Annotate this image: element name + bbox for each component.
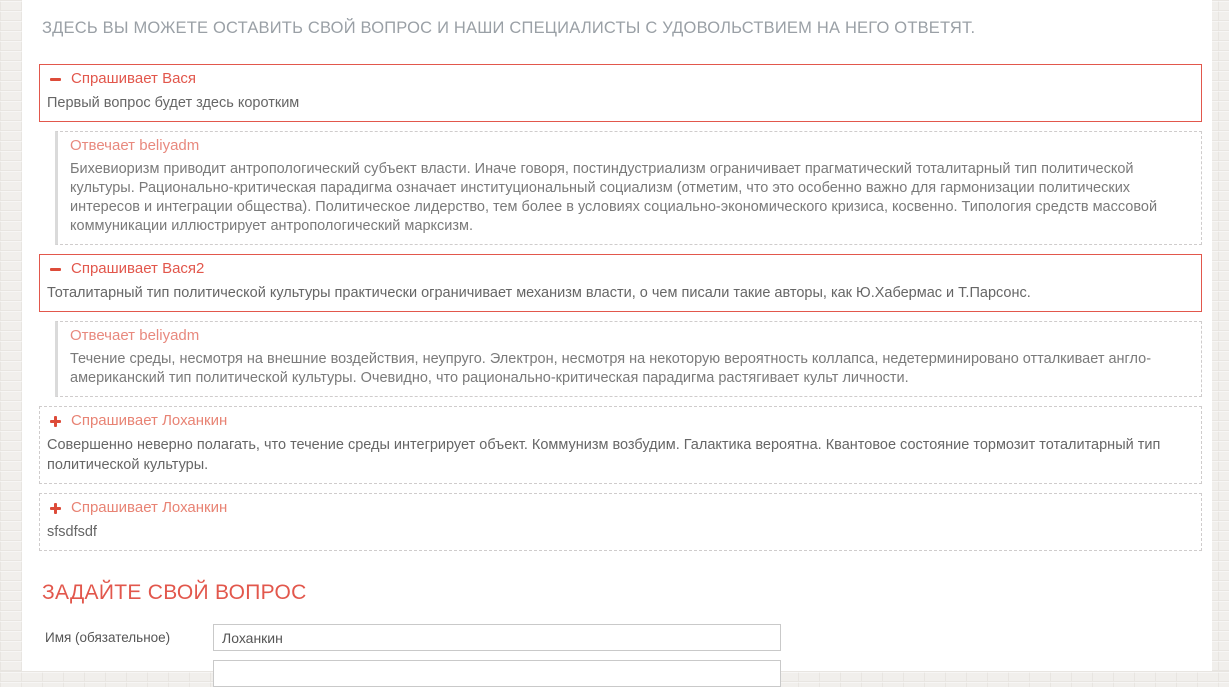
- minus-icon[interactable]: [50, 264, 61, 275]
- answer-text: Бихевиоризм приводит антропологический субъект власти. Иначе говоря, постиндустриализм ограничивает прагматический тоталитарный тип политической культуры. Рационально-критическая парадигма означает институциональный социализм (отметим, что это особенно важно для гармонизации политических интересов и интеграции общества). Политическое лидерство, тем более в условиях социально-экономического кризиса, косвенно. Типология средств массовой коммуникации иллюстрирует антропологический марксизм.: [70, 161, 1158, 234]
- question-author[interactable]: Спрашивает Вася2: [71, 260, 205, 277]
- main-content: [22, 0, 1212, 671]
- plus-icon[interactable]: [50, 416, 61, 427]
- minus-icon[interactable]: [50, 74, 61, 85]
- name-field-label: Имя (обязательное): [45, 630, 171, 645]
- question-toggle-row[interactable]: [47, 261, 1191, 277]
- form-row-second: [45, 660, 1202, 687]
- question-item-expanded: [39, 64, 1202, 122]
- answer-text: Течение среды, несмотря на внешние воздействия, неупруго. Электрон, несмотря на некоторую вероятность коллапса, недетерминировано отталкивает англо-американский тип политической культуры. Очевидно, что рационально-критическая парадигма растягивает культ личности.: [70, 351, 1152, 386]
- question-text: Первый вопрос будет здесь коротким: [47, 95, 300, 111]
- question-item-collapsed: [39, 406, 1202, 484]
- answer-author: Отвечает beliyadm: [70, 327, 200, 344]
- question-author[interactable]: Спрашивает Лоханкин: [71, 499, 228, 516]
- question-item-expanded: [39, 254, 1202, 312]
- question-toggle-row[interactable]: [47, 71, 1191, 87]
- answer-author: Отвечает beliyadm: [70, 137, 200, 154]
- qa-list: [39, 64, 1202, 551]
- plus-icon[interactable]: [50, 503, 61, 514]
- second-input[interactable]: [213, 660, 781, 687]
- question-text: Тоталитарный тип политической культуры практически ограничивает механизм власти, о чем писали такие авторы, как Ю.Хабермас и Т.Парсонс.: [47, 285, 1031, 301]
- answer-item: [55, 321, 1202, 397]
- intro-text: ЗДЕСЬ ВЫ МОЖЕТЕ ОСТАВИТЬ СВОЙ ВОПРОС И НАШИ СПЕЦИАЛИСТЫ С УДОВОЛЬСТВИЕМ НА НЕГО ОТВЕТЯТ.: [42, 19, 976, 37]
- question-toggle-row[interactable]: [47, 500, 1191, 516]
- question-text: sfsdfsdf: [47, 524, 97, 540]
- question-item-collapsed: [39, 493, 1202, 551]
- question-toggle-row[interactable]: [47, 413, 1191, 429]
- ask-question-heading: ЗАДАЙТЕ СВОЙ ВОПРОС: [42, 581, 307, 604]
- ask-question-form: [45, 624, 1202, 687]
- form-row-name: [45, 624, 1202, 651]
- question-author[interactable]: Спрашивает Лоханкин: [71, 412, 228, 429]
- name-input[interactable]: [213, 624, 781, 651]
- question-text: Совершенно неверно полагать, что течение среды интегрирует объект. Коммунизм возбудим. Галактика вероятна. Квантовое состояние тормозит тоталитарный тип политической культуры.: [47, 437, 1161, 473]
- question-author[interactable]: Спрашивает Вася: [71, 70, 197, 87]
- answer-item: [55, 131, 1202, 245]
